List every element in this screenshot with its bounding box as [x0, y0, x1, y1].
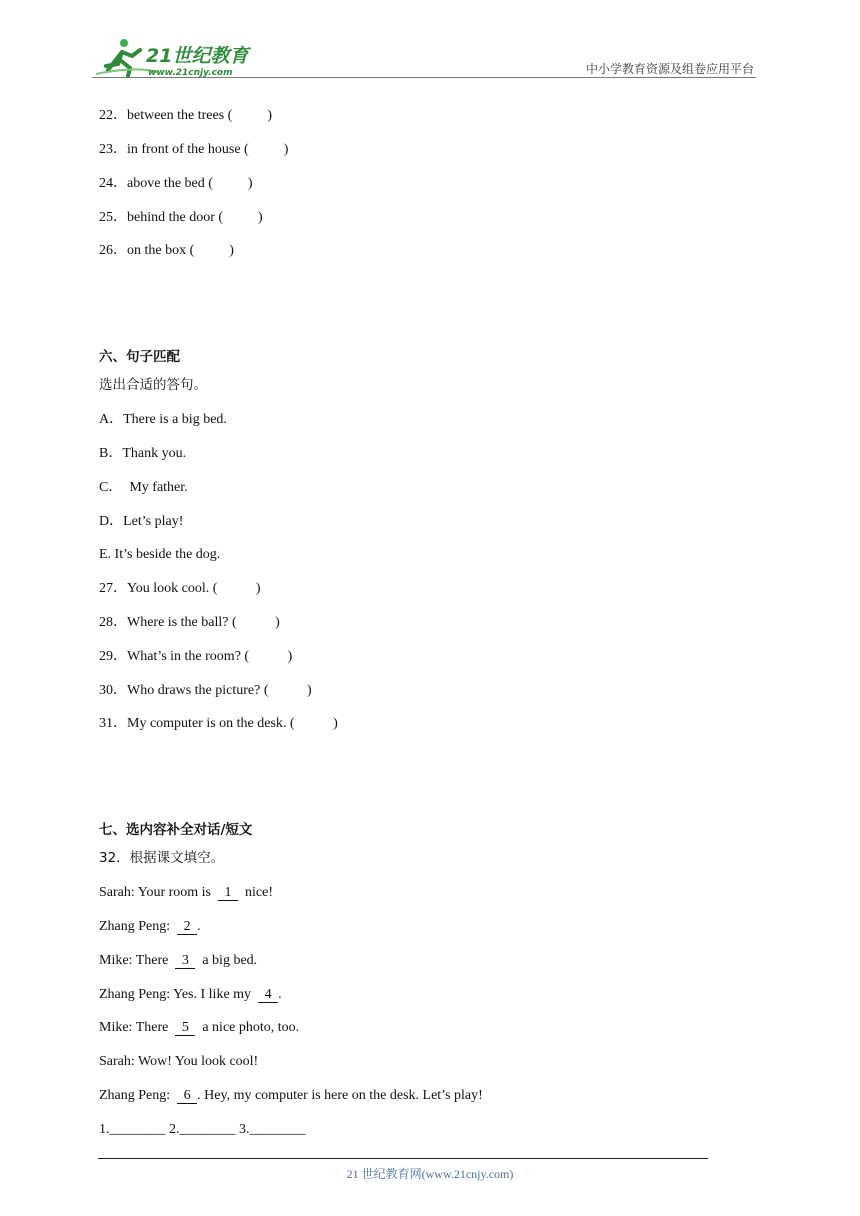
option-a: A．There is a big bed.	[99, 412, 227, 427]
blank-5: 5	[175, 1021, 195, 1036]
question-30: 30．Who draws the picture? ( )	[99, 683, 312, 698]
section-6-title: 六、句子匹配	[99, 349, 180, 365]
question-29: 29．What’s in the room? ( )	[99, 649, 293, 664]
svg-text:www.21cnjy.com: www.21cnjy.com	[148, 68, 233, 78]
question-22: 22．between the trees ( )	[99, 108, 272, 123]
dialogue-line: Zhang Peng: Yes. I like my 4 .	[99, 987, 282, 1002]
site-logo	[94, 36, 264, 78]
dialogue-line: Mike: There 3 a big bed.	[99, 953, 258, 968]
page-header	[92, 34, 756, 80]
header-divider	[92, 77, 756, 78]
section-7-title: 七、选内容补全对话/短文	[99, 822, 253, 838]
dialogue-line: Sarah: Wow! You look cool!	[99, 1054, 259, 1069]
blank-3: 3	[175, 954, 195, 969]
dialogue-line: Zhang Peng: 6 . Hey, my computer is here on the desk. Let’s play!	[99, 1088, 483, 1103]
option-c: C． My father.	[99, 480, 188, 495]
question-24: 24．above the bed ( )	[99, 176, 253, 191]
question-28: 28．Where is the ball? ( )	[99, 615, 280, 630]
dialogue-line: Zhang Peng: 2 .	[99, 919, 201, 934]
blank-1: 1	[218, 886, 238, 901]
dialogue-line: Sarah: Your room is 1 nice!	[99, 885, 273, 900]
question-31: 31．My computer is on the desk. ( )	[99, 716, 338, 731]
blank-4: 4	[258, 988, 278, 1003]
blank-6: 6	[177, 1089, 197, 1104]
footer-divider	[98, 1158, 708, 1159]
question-25: 25．behind the door ( )	[99, 210, 263, 225]
header-platform-text: 中小学教育资源及组卷应用平台	[585, 62, 754, 76]
footer-text: 21 世纪教育网(www.21cnjy.com)	[346, 1167, 514, 1181]
svg-text:21世纪教育: 21世纪教育	[146, 45, 249, 67]
blank-2: 2	[177, 920, 197, 935]
section-6-instruction: 选出合适的答句。	[99, 377, 207, 393]
question-27: 27．You look cool. ( )	[99, 581, 261, 596]
answer-line: 1.________ 2.________ 3.________	[99, 1122, 306, 1137]
option-d: D．Let’s play!	[99, 514, 184, 529]
question-23: 23．in front of the house ( )	[99, 142, 289, 157]
dialogue-line: Mike: There 5 a nice photo, too.	[99, 1020, 300, 1035]
question-26: 26．on the box ( )	[99, 243, 234, 258]
question-32-instruction: 32．根据课文填空。	[99, 850, 225, 866]
option-e: E. It’s beside the dog.	[99, 547, 221, 562]
option-b: B．Thank you.	[99, 446, 187, 461]
